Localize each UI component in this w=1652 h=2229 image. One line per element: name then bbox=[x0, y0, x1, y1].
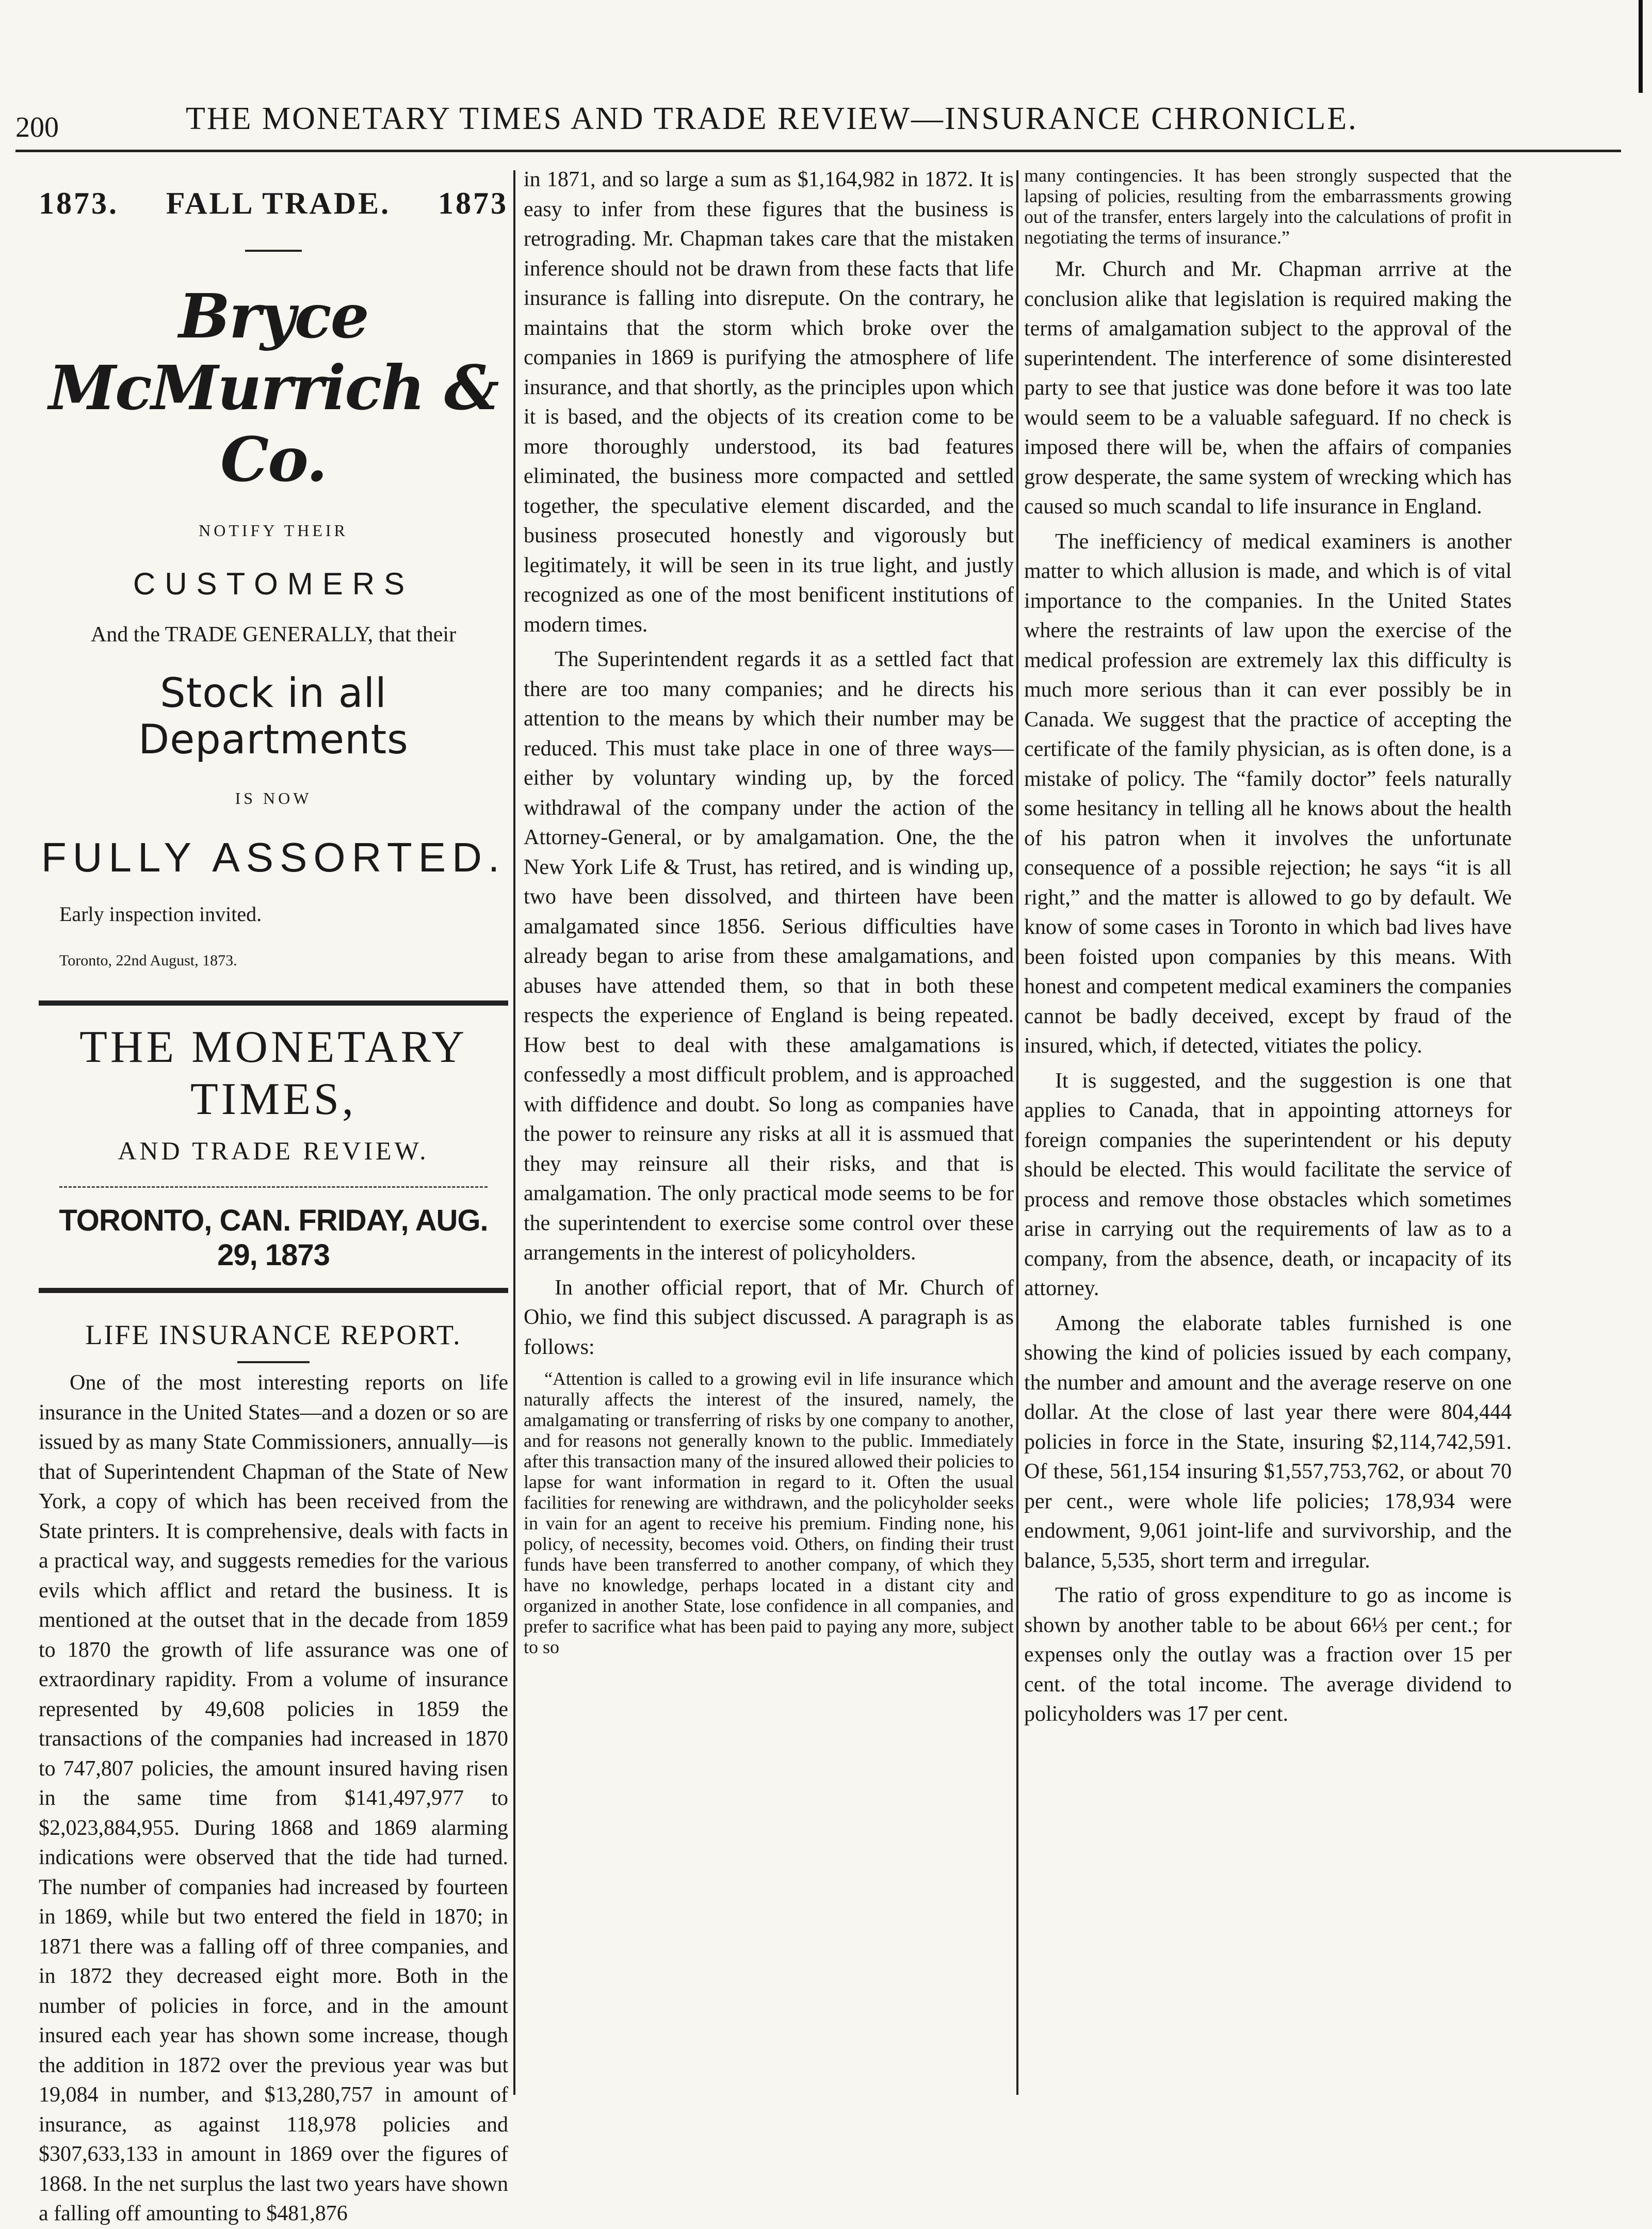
article-body bbox=[1024, 255, 1512, 1730]
column-3 bbox=[1024, 165, 1512, 1730]
column-rule bbox=[1016, 170, 1018, 2095]
paragraph: One of the most interesting reports on life insurance in the United States—and a dozen or so are issued by as many State Commissioners, annually—is that of Superintendent Chapman of the State of New York, a copy of which has been received from the State printers. It is comprehensive, deals with facts in a practical way, and suggests remedies for the various evils which afflict and retard the business. It is mentioned at the outset that in the decade from 1859 to 1870 the growth of life assurance was one of extraordinary rapidity. From a volume of insurance represented by 49,608 policies in 1859 the transactions of the companies had increased in 1870 to 747,807 policies, the amount insured having risen in the same time from $141,497,977 to $2,023,884,955. During 1868 and 1869 alarming indications were observed that the tide had turned. The number of companies had increased by fourteen in 1869, while but two entered the field in 1870; in 1871 there was a falling off of three companies, and in 1872 they decreased eight more. Both in the number of policies in force, and in the amount insured each year has shown some increase, though the addition in 1872 over the previous year was but 19,084 in number, and $13,280,757 in amount of insurance, as against 118,978 policies and $307,633,133 in amount in 1869 over the figures of 1868. In the net surplus the last two years have shown a falling off amounting to $481,876 bbox=[39, 1371, 508, 2225]
divider bbox=[59, 1186, 488, 1188]
divider bbox=[245, 250, 302, 252]
ad-is-now: IS NOW bbox=[235, 789, 312, 807]
ad-notify: NOTIFY THEIR bbox=[199, 521, 348, 540]
article-title: LIFE INSURANCE REPORT. bbox=[85, 1319, 462, 1350]
paragraph: in 1871, and so large a sum as $1,164,982 in 1872. It is easy to infer from these figures that the business is retrograding. Mr. Chapman takes care that the mistaken inference should not be drawn from these facts that life insurance is falling into disrepute. On the contrary, he maintains that the storm which broke over the companies in 1869 is purifying the atmosphere of life insurance, and that shortly, as the principles upon which it is based, and the objects of its creation come to be more thoroughly understood, its bad features eliminated, the business more compacted and settled together, the speculative element discarded, and the business prosecuted honestly and vigorously but legitimately, it will be seen in its true light, and justly recognized as one of the most benificent institutions of modern times. bbox=[524, 168, 1014, 637]
ad-stock: Stock in all Departments bbox=[138, 670, 409, 763]
ad-trade-line: And the TRADE GENERALLY, that their bbox=[90, 623, 457, 647]
masthead-rule bbox=[39, 1288, 508, 1293]
ad-inspection: Early inspection invited. bbox=[59, 902, 262, 926]
masthead-title: THE MONETARY TIMES, bbox=[79, 1022, 467, 1124]
paragraph: The Superintendent regards it as a settled fact that there are too many companies; and he directs his attention to the means by which their number may be reduced. This must take place in one of three ways—either by voluntary winding up, by the forced withdrawal of the company under the action of the Attorney-General, or by amalgamation. One, the the New York Life & Trust, has retired, and is winding up, two have been dissolved, and thirteen have been amalgamated since 1856. Serious difficulties have already began to arise from these amalgamations, and abuses have attended them, so that in both these respects the experience of England is being repeated. How best to deal with these amalgamations is confessedly a most difficult problem, and is approached with diffidence and doubt. So long as companies have the power to reinsure any risks at all it is assmued that they may reinsure all their risks, and that is amalgamation. The only practical mode seems to be for the superintendent to exercise some control over these arrangements in the interest of policyholders. bbox=[524, 648, 1014, 1265]
quote-text: “Attention is called to a growing evil in life insurance which naturally affects the interest of the insured, namely, the amalgamating or transferring of risks by one company to another, and for reasons not generally known to the public. Immediately after this transaction many of the insured allowed their policies to lapse for want information in regard to it. Often the usual facilities for renewing are withdrawn, and the policyholder seeks in vain for an agent to receive his premium. Finding none, his policy, of necessity, becomes void. Others, on finding their trust funds have been transferred to another company, of which they have no knowledge, perhaps located in a distant city and organized in another State, lose confidence in all companies, and prefer to sacrifice what has been paid to paying any more, subject to so bbox=[524, 1368, 1014, 1657]
quote-text: many contingencies. It has been strongly suspected that the lapsing of policies, resulting from the embarrassments growing out of the transfer, enters largely into the calculations of profit in negotiating the terms of insurance.” bbox=[1024, 165, 1512, 248]
masthead-subtitle: AND TRADE REVIEW. bbox=[118, 1136, 429, 1165]
column-rule bbox=[513, 170, 515, 2095]
page-number: 200 bbox=[15, 111, 59, 143]
paragraph: Among the elaborate tables furnished is one showing the kind of policies issued by each company, the number and amount and the average reserve on one dollar. At the close of last year there were 804,444 policies in force in the State, insuring $2,114,742,591. Of these, 561,154 insuring $1,557,753,762, or about 70 per cent., were whole life policies; 178,934 were endowment, 9,061 joint-life and survivorship, and the balance, 5,535, short term and irregular. bbox=[1024, 1311, 1512, 1573]
ad-customers: CUSTOMERS bbox=[133, 567, 414, 601]
paragraph: Mr. Church and Mr. Chapman arrrive at the conclusion alike that legislation is required making the terms of amalgamation subject to the approval of the superintendent. The interference of some disinterested party to see that justice was done before it was too late would seem to be a valuable safeguard. If no check is imposed there will be, when the affairs of companies grow desperate, the same system of wrecking which has caused so much scandal to life insurance in England. bbox=[1024, 257, 1512, 519]
paragraph: The inefficiency of medical examiners is another matter to which allusion is made, and which is of vital importance to the companies. In the United States where the restraints of law upon the exercise of the medical profession are extremely lax this difficulty is much more serious than it can ever possibly be in Canada. We suggest that the practice of accepting the certificate of the family physician, as is often done, is a mistake of policy. The “family doctor” feels naturally some hesitancy in telling all he knows about the health of his patron when it involves the unfortunate consequence of a possible rejection; he says “it is all right,” and the matter is allowed to go by default. We know of some cases in Toronto in which bad lives have been foisted upon companies by this means. With honest and competent medical examiners the companies cannot be badly deceived, except by fraud of the insured, which, if detected, vitiates the policy. bbox=[1024, 529, 1512, 1058]
advertisement bbox=[39, 186, 508, 970]
column-1 bbox=[39, 165, 508, 2229]
quoted-paragraph bbox=[1024, 165, 1512, 248]
divider bbox=[237, 1361, 310, 1363]
article-body bbox=[39, 1368, 508, 2229]
paragraph: The ratio of gross expenditure to go as income is shown by another table to be about 66⅓ per cent.; for expenses only the outlay was a fraction over 15 per cent. of the total income. The average dividend to policyholders was 17 per cent. bbox=[1024, 1584, 1512, 1726]
ad-fully-assorted: FULLY ASSORTED. bbox=[41, 834, 506, 880]
ad-heading: FALL TRADE. bbox=[166, 186, 391, 220]
paragraph: In another official report, that of Mr. Church of Ohio, we find this subject discussed. A paragraph is as follows: bbox=[524, 1275, 1014, 1359]
ad-year-right: 1873 bbox=[438, 186, 508, 220]
running-head: THE MONETARY TIMES AND TRADE REVIEW—INSURANCE CHRONICLE. bbox=[186, 101, 1358, 136]
edge-rule bbox=[1639, 0, 1643, 93]
column-2 bbox=[524, 165, 1014, 1657]
ad-heading-row bbox=[39, 186, 508, 221]
header-rule bbox=[15, 150, 1621, 152]
article-body bbox=[524, 165, 1014, 1362]
quoted-paragraph bbox=[524, 1368, 1014, 1657]
issue-dateline: TORONTO, CAN. FRIDAY, AUG. 29, 1873 bbox=[59, 1204, 488, 1272]
paragraph: It is suggested, and the suggestion is one that applies to Canada, that in appointing attorneys for foreign companies the superintendent or his deputy should be elected. This would facilitate the service of process and remove those obstacles which sometimes arise in carrying out the requirements of law as to a company, from the absence, death, or incapacity of its attorney. bbox=[1024, 1069, 1512, 1300]
ad-dateline: Toronto, 22nd August, 1873. bbox=[59, 952, 237, 969]
ad-year-left: 1873. bbox=[39, 186, 119, 220]
ad-firm-name: Bryce McMurrich & Co. bbox=[48, 280, 498, 495]
masthead-rule bbox=[39, 1000, 508, 1006]
